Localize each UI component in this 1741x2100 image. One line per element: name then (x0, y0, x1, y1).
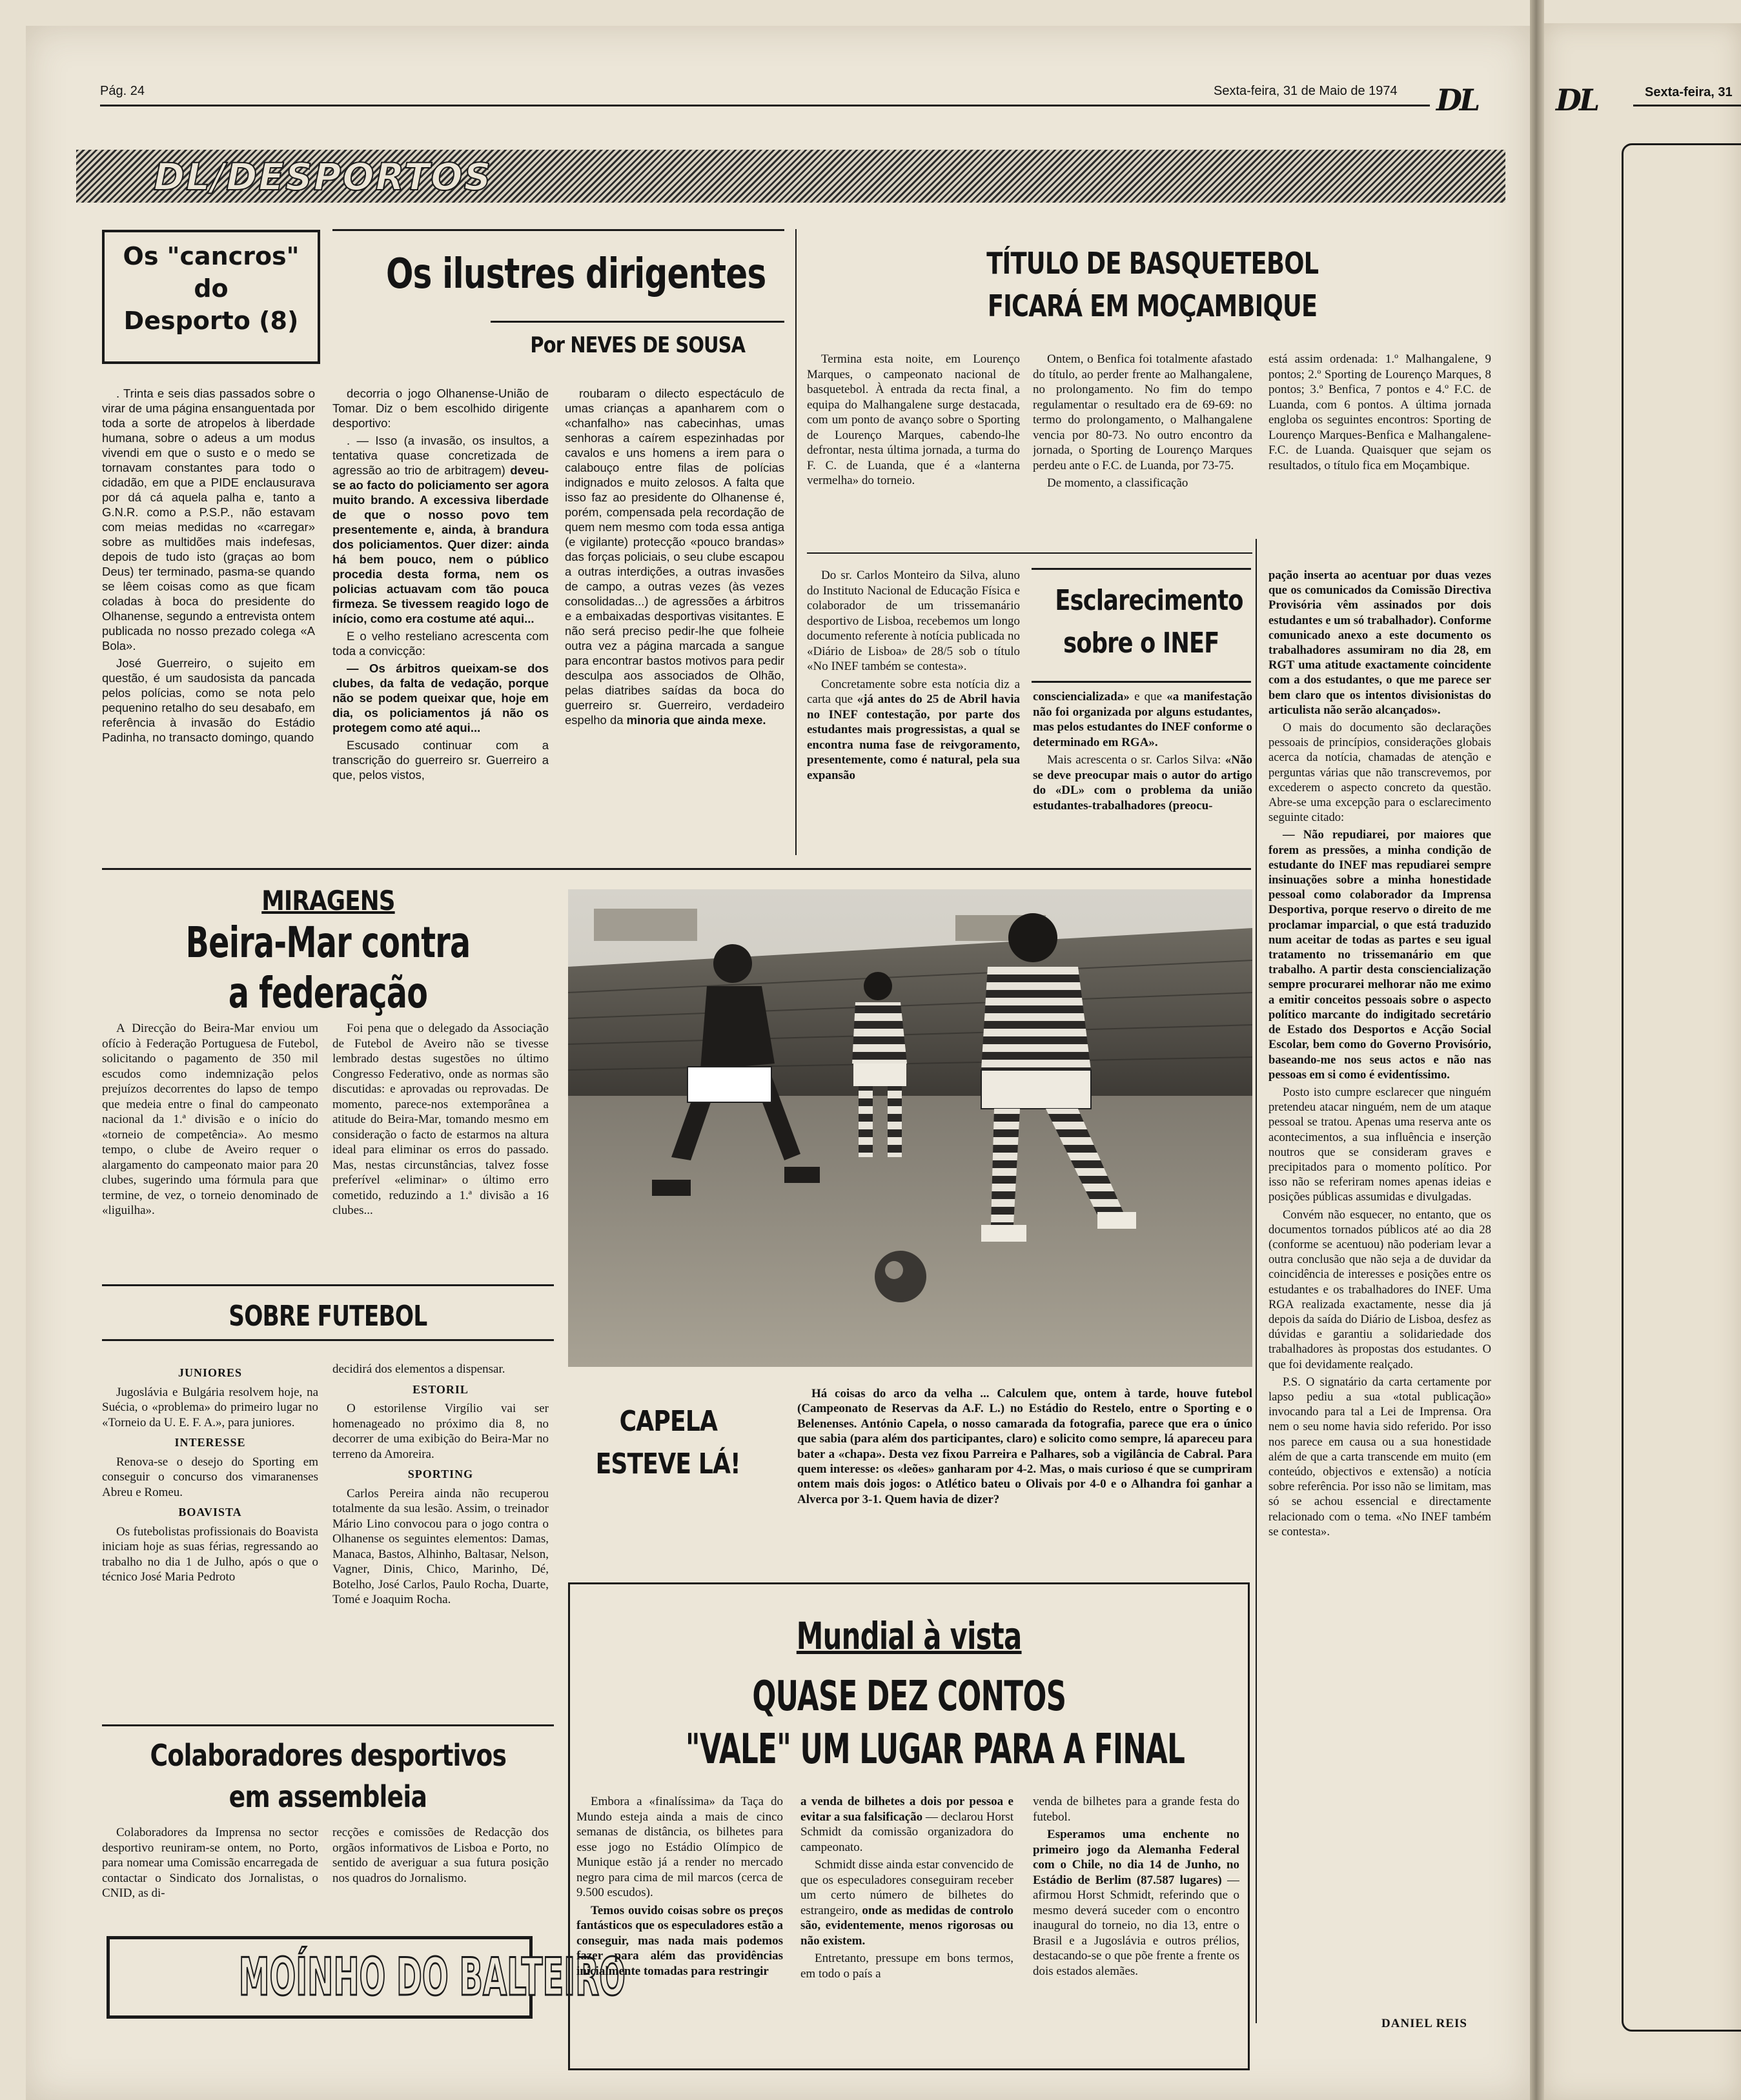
cancros-title-line1: Os "cancros" (123, 242, 300, 270)
mundial-p3 (800, 1794, 1013, 1855)
colaboradores-col1 (102, 1825, 318, 1928)
inef-p1: Do sr. Carlos Monteiro da Silva, aluno do Instituto Nacional de Educação Física e colaborador de um trissemanário desportivo de Lisboa, recebemos um longo documento referente à notícia publicada no «Diário de Lisboa» de 28/5 sob o título «No INEF também se contesta». (807, 569, 1020, 673)
dirigentes-p6-bold: — Os árbitros queixam-se dos clubes, da falta de vedação, porque não se podem queixar que, hoje em dia, os policiamentos já não os protegem como até aqui... (332, 661, 549, 734)
inef-p3-plain: e que (1134, 690, 1163, 703)
futebol-col2 (332, 1362, 549, 1749)
inef-p3-bold: consciencializada» (1033, 690, 1130, 703)
miragens-title-line2: a federação (228, 968, 428, 1018)
futebol-p2: Renova-se o desejo do Sporting em conseguir o concurso dos vimaranenses Abreu e Romeu. (102, 1455, 318, 1499)
futebol-p1: Jugoslávia e Bulgária resolvem hoje, na Suécia, o «problema» do primeiro lugar no «Torneio da U. E. F. A.», para juniores. (102, 1385, 318, 1429)
cancros-title-line2: do (194, 274, 229, 303)
next-page-header-rule (1633, 105, 1741, 106)
dirigentes-col3 (565, 386, 784, 851)
futebol-p4: decidirá dos elementos a dispensar. (332, 1362, 505, 1376)
dirigentes-byline-text: Por NEVES DE SOUSA (530, 332, 745, 358)
mundial-p3-plain: — declarou Horst Schmidt da comissão organizadora do campeonato. (800, 1810, 1013, 1854)
photo-caption-text (797, 1386, 1252, 1560)
inef-p2-bold: «já antes do 25 de Abril havia no INEF contestação, por parte dos estudantes mais progressistas, a qual se encontra numa fase de reivgoramento, presentemente, como é natural, pela sua expansão (807, 692, 1020, 782)
column-divider (795, 229, 797, 855)
futebol-col1 (102, 1360, 318, 1748)
inef-colA (807, 568, 1020, 862)
inef-p7-bold: — Não repudiarei, por maiores que forem as pressões, a minha condição de estudante do INEF mas repudiarei sempre insinuações sobre a minha honestidade pessoal como colaborador da Imprensa Desportiva, porque reservo o direito de me proclamar imparcial, o que está traduzido num aceitar de todas as partes e seu igual tratamento no trissemanário em que trabalho. A partir desta consciencialização sempre procurarei melhorar não me eximo a emitir conceitos pessoais sobre o aspecto político marcante do indigitado secretário de Estado dos Desportos e Acção Social Escolar, bem como do Governo Provisório, baseando-me nos seus actos e não nas pessoas em si como é evidentíssimo. (1268, 828, 1491, 1082)
mundial-kicker-text: Mundial à vista (796, 1614, 1022, 1658)
football-photo (568, 889, 1252, 1367)
inef-p3-bold2: «a manifestação não foi organizada por alguns estudantes, mas pelos estudantes do INEF conforme o determinado em RGA». (1033, 690, 1252, 749)
header-rule (100, 105, 1430, 106)
futebol-p5: O estorilense Virgílio vai ser homenageado no próximo dia 8, no decorrer de uma exibição do Beira-Mar no terreno da Amoreira. (332, 1402, 549, 1461)
dirigentes-p4-plain: . — Isso (a invasão, os insultos, a tentativa quase concretizada de agressão ao trio de arbitragem) (332, 434, 549, 477)
miragens-col1 (102, 1021, 318, 1279)
dirigentes-p5: E o velho resteliano acrescenta com toda a convicção: (332, 629, 549, 658)
basquete-col1 (807, 352, 1020, 539)
inef-p10: P.S. O signatário da carta certamente por lapso pediu a sua «total publicação» invocando para tal a Lei de Imprensa. Ora nem o seu nome havia sido referido. Por isso nos parece em causa ou a sua honestidade além de que a carta transcende em muito (em conteúdo, objectivos e extensão) a notícia sobre referência. Por isso não se limitam, mas só se achou essencial e directamente relacionado com o tema. «No INEF também se contesta». (1268, 1375, 1491, 1539)
mundial-p1: Embora a «finalíssima» da Taça do Mundo esteja ainda a mais de cinco semanas de distância, os bilhetes para esse jogo no Estádio Olímpico de Munique estão já a render no mercado negro para cima de mil marcos (cerca de 9.500 escudos). (576, 1795, 783, 1899)
miragens-kicker-text: MIRAGENS (261, 885, 395, 916)
dirigentes-p8-bold: minoria que ainda mexe. (626, 713, 766, 727)
moinho-text: MOÍNHO DO BALTEIRO (238, 1947, 626, 2007)
colaboradores-title-line1: Colaboradores desportivos (150, 1738, 506, 1773)
dirigentes-top-rule (332, 229, 784, 231)
byline-rule (491, 321, 784, 323)
colaboradores-title (102, 1735, 554, 1817)
dirigentes-p8 (565, 386, 784, 727)
dirigentes-col2 (332, 386, 549, 851)
mundial-p7-bold: Esperamos uma enchente no primeiro jogo da Alemanha Federal com o Chile, no dia 14 de Junho, no Estádio de Berlim (87.587 lugares) (1033, 1828, 1239, 1887)
colaboradores-col2 (332, 1825, 549, 1928)
page-date: Sexta-feira, 31 de Maio de 1974 (1214, 84, 1398, 98)
basquete-p1: Termina esta noite, em Lourenço Marques, o campeonato nacional de basquetebol. À entrada da recta final, a equipa do Malhangalene surge destacada, com um ponto de avanço sobre o Sporting de Lourenço Marques, cabendo-lhe defrontar, nesta última jornada, a turma do F. C. de Luanda, que é a «lanterna vermelha» do torneio. (807, 352, 1020, 487)
mundial-p6: venda de bilhetes para a grande festa do futebol. (1033, 1795, 1239, 1824)
middle-rule (102, 868, 1251, 870)
basquete-p4: está assim ordenada: 1.º Malhangalene, 9 pontos; 2.º Sporting de Lourenço Marques, 8 pontos; 3.º Benfica, 7 pontos e 4.º F.C. de Luanda, com 6 pontos. A última jornada engloba os seguintes encontros: Sporting de Lourenço Marques-Benfica e Malhangalene-F.C. de Luanda. Quaisquer que sejam os resultados, o título fica em Moçambique. (1268, 352, 1491, 472)
inef-divider (1256, 539, 1257, 2023)
mundial-p7-plain: — afirmou Horst Schmidt, referindo que o mesmo deverá suceder com o encontro inaugural do torneio, no dia 13, entre o Brasil e a Jugoslávia e outros prélios, destacando-se o que põe frente a frente os dois estados alemães. (1033, 1873, 1239, 1978)
futebol-h3: BOAVISTA (178, 1506, 242, 1519)
moinho-box (107, 1936, 626, 2019)
dirigentes-p7: Escusado continuar com a transcrição do guerreiro sr. Guerreiro a que, pelos vistos, (332, 738, 549, 782)
miragens-p1: A Direcção do Beira-Mar enviou um ofício à Federação Portuguesa de Futebol, solicitando o pagamento de 350 mil escudos como indemnização pelos prejuízos decorrentes do lapso de tempo que medeia entre o final do campeonato nacional da 1.ª divisão e o início do «torneio de competência». Ao mesmo tempo, o clube de Aveiro requer o alargamento do campeonato maior para 20 clubes, sugerindo uma fórmula para que termine, de vez, o torneio denominado de «liguilha». (102, 1022, 318, 1217)
inef-p5-bold: pação inserta ao acentuar por duas vezes que os comunicados da Comissão Directiva Provisória vêm assinados por dois estudantes e um só trabalhador). Conforme comunicado anexo a este documento os trabalhadores assumiram no dia 28, em RGT uma atitude exactamente coincidente com a dos estudantes, o que me parece ser bem claro que os intentos divisionistas do articulista não serão alcançados». (1268, 569, 1491, 717)
inef-p5 (1268, 568, 1491, 718)
dirigentes-byline (491, 329, 784, 361)
miragens-bottom-rule (102, 1284, 554, 1286)
basquete-title (807, 242, 1498, 327)
mundial-col3 (1033, 1794, 1239, 2057)
inef-p6: O mais do documento são declarações pessoais de princípios, considerações globais acerca da notícia, chamadas de atenção e perguntas várias que não transcrevemos, por excederem o aspecto concreto da questão. Abre-se uma excepção para o esclarecimento seguinte citado: (1268, 721, 1491, 825)
inef-p9: Convém não esquecer, no entanto, que os documentos tornados públicos até ao dia 28 (conforme se acentuou) não poderiam levar a outra conclusão que não seja a de duvidar da coincidência de interesses e posições entre os estudantes e os trabalhadores do INEF. Uma RGA realizada exactamente, nesse dia já depois da saída do Diário de Lisboa, desfez as dúvidas e garantiu a solidariedade dos trabalhadores às propostas dos estudantes. O que foi devidamente realçado. (1268, 1207, 1491, 1371)
basquete-title-line2: FICARÁ EM MOÇAMBIQUE (987, 288, 1318, 323)
basquete-p3: De momento, a classificação (1047, 476, 1188, 490)
inef-p4 (1033, 752, 1252, 813)
dirigentes-p6 (332, 661, 549, 735)
basquete-col2 (1033, 352, 1252, 539)
basquete-title-line1: TÍTULO DE BASQUETEBOL (986, 246, 1319, 281)
inef-colB (1033, 689, 1252, 863)
football-photo-image (568, 889, 1252, 1367)
futebol-bottom-rule (102, 1724, 554, 1726)
inef-p7 (1268, 827, 1491, 1082)
inef-signature: DANIEL REIS (1381, 2017, 1467, 2030)
mundial-p2 (576, 1903, 783, 1979)
inef-p4-bold: «Não se deve preocupar mais o autor do artigo do «DL» com o problema da união estudantes-trabalhadores (preocu- (1033, 753, 1252, 813)
miragens-kicker (102, 885, 554, 916)
miragens-p2: Foi pena que o delegado da Associação de Futebol de Aveiro não se tivesse lembrado destas sugestões no último Congresso Federativo, onde as normas são discutidas: e aprovadas ou reprovadas. De momento, parece-nos extemporânea a atitude do Beira-Mar, tomando mesmo em consideração o facto de estarmos na altura ideal para eliminar os erros do passado. Mas, nestas circunstâncias, talvez fosse preferível «eliminar» o último erro cometido, reduzindo a 1.ª divisão a 16 clubes... (332, 1022, 549, 1217)
next-page-logo: DL (1556, 83, 1598, 117)
futebol-h1: JUNIORES (178, 1366, 243, 1379)
futebol-title-text: SOBRE FUTEBOL (229, 1300, 427, 1333)
inef-title-rule-bottom (1032, 681, 1251, 683)
miragens-col2 (332, 1021, 549, 1279)
dirigentes-title (332, 245, 784, 303)
mundial-kicker (568, 1613, 1250, 1659)
mundial-p7 (1033, 1827, 1239, 1979)
mundial-p3-bold: a venda de bilhetes a dois por pessoa e evitar a sua falsificação (800, 1795, 1013, 1824)
next-page-date: Sexta-feira, 31 (1645, 85, 1733, 99)
basquete-col3 (1268, 352, 1491, 539)
mundial-title-line2: "VALE" UM LUGAR PARA A FINAL (685, 1726, 1185, 1773)
dirigentes-p3: decorria o jogo Olhanense-União de Tomar. Diz o bem escolhido dirigente desportivo: (332, 387, 549, 430)
inef-title (1032, 580, 1251, 665)
mundial-col1 (576, 1794, 783, 2057)
inef-p3 (1033, 689, 1252, 750)
inef-p4-plain: Mais acrescenta o sr. Carlos Silva: (1047, 753, 1221, 767)
mundial-p4-bold: onde as medidas de controlo são, evidentemente, menos rigorosas ou não existem. (800, 1903, 1013, 1948)
photo-caption-p: Há coisas do arco da velha ... Calculem que, ontem à tarde, houve futebol (Campeonato de Reservas da A.F. L.) no Estádio do Restelo, entre o Sporting e o Belenenses. António Capela, o nosso camarada da fotografia, parece que era o único que sabia (para além dos participantes, claro) e solicito como sempre, lá apareceu para bater a «chapa». Desta vez fixou Parreira e Palhares, sob a vigilância de Cabral. Para quem interesse: os «leões» ganharam por 4-2. Mas, o mais curioso é que se cumpriram ontem mais dois jogos: o Atlético bateu o Olivais por 4-0 e o Alhandra foi ganhar a Alverca por 3-1. Quem havia de dizer? (797, 1387, 1252, 1506)
dirigentes-title-text: Os ilustres dirigentes (385, 250, 766, 298)
mundial-title-line1: QUASE DEZ CONTOS (752, 1673, 1066, 1721)
mundial-p4-plain: Schmidt disse ainda estar convencido de que os especuladores conseguiram receber um certo número de bilhetes do estrangeiro, (800, 1858, 1013, 1917)
mundial-p5: Entretanto, pressupe em bons termos, em todo o país a (800, 1952, 1013, 1981)
photo-caption-title (568, 1400, 768, 1486)
futebol-h2: INTERESSE (174, 1436, 246, 1449)
mundial-p2-bold: Temos ouvido coisas sobre os preços fantásticos que os especuladores estão a conseguir, mas nada mais podemos fazer para além das providências inicialmente tomadas para restringir (576, 1903, 783, 1978)
futebol-title-rule (102, 1339, 554, 1341)
miragens-title (102, 918, 554, 1018)
photo-caption-line2: ESTEVE LÁ! (595, 1448, 741, 1480)
next-page-frame (1622, 143, 1741, 2032)
dirigentes-col1 (102, 386, 315, 851)
mundial-p4 (800, 1857, 1013, 1948)
futebol-p3: Os futebolistas profissionais do Boavista iniciam hoje as suas férias, regressando ao trabalho no dia 1 de Julho, após o que o técnico José Maria Pedroto (102, 1524, 318, 1584)
newspaper-logo: DL (1436, 83, 1478, 117)
inef-p2-plain: Concretamente sobre esta notícia diz a carta que (807, 677, 1020, 706)
cancros-box (102, 230, 320, 364)
mundial-title (568, 1670, 1250, 1776)
section-banner-title: DL/DESPORTOS (154, 155, 493, 199)
futebol-p6: Carlos Pereira ainda não recuperou totalmente da sua lesão. Assim, o treinador Mário Lino convocou para o jogo contra o Olhanense os seguintes elementos: Damas, Manaca, Bastos, Alhinho, Baltasar, Nelson, Vagner, Dinis, Chico, Marinho, Dé, Botelho, José Carlos, Paulo Rocha, Duarte, Tomé e Joaquim Rocha. (332, 1486, 549, 1606)
page-number: Pág. 24 (100, 84, 145, 98)
futebol-title (102, 1297, 554, 1336)
inef-p8: Posto isto cumpre esclarecer que ninguém pretendeu atacar ninguém, nem de um ataque pessoal se tratou. Apenas uma reserva ante os acontecimentos, a sua influência e inserção noutros que se consideram graves e precipitados para o momento político. Por isso não se referiram nomes apenas ideias e posições públicas assumidas e divulgadas. (1268, 1085, 1491, 1204)
basquete-p2: Ontem, o Benfica foi totalmente afastado do título, ao perder frente ao Malhangalene, no prolongamento. No fim do tempo regulamentar o resultado era de 69-69: no termo do prolongamento, o Malhangalene vencia por 80-73. No outro encontro da jornada, o Sporting de Lourenço Marques perdeu ante o F.C. de Luanda, por 73-75. (1033, 352, 1252, 472)
colaboradores-p1: Colaboradores da Imprensa no sector desportivo reuniram-se ontem, no Porto, para nomear uma Comissão encarregada de contactar o Sindicato dos Jornalistas, o CNID, as di- (102, 1826, 318, 1900)
mundial-col2 (800, 1794, 1013, 2057)
miragens-title-line1: Beira-Mar contra (185, 918, 471, 967)
dirigentes-p4-bold: deveu-se ao facto do policiamento ser agora muito brando. A excessiva liberdade de que o nosso povo tem presentemente e, ainda, à brandura dos policiamentos. Quer dizer: ainda há bem pouco, nem o público procedia desta forma, nem os policias actuavam com tão pouca firmeza. Se tivessem reagido logo de início, como era costume até aqui... (332, 463, 549, 625)
dirigentes-p1: . Trinta e seis dias passados sobre o virar de uma página ensanguentada por toda a sorte de atropelos à liberdade humana, sobre o adeus a um modus vivendi em que o susto e o medo se tornavam constantes para todo o cidadão, em que a PIDE enclausurava por dá cá aquela palha e, tanto a G.N.R. como a P.S.P., não estavam com meias medidas no «carregar» sobre as multidões mais indefesas, depois de tudo isto (graças ao bom Deus) ter terminado, pasma-se quando se lêem coisas como as que ficam coladas à boca do presidente do Olhanense, segundo a entrevista ontem publicada no nosso prezado colega «A Bola». (102, 387, 315, 652)
dirigentes-p4 (332, 433, 549, 626)
photo-caption-line1: CAPELA (619, 1405, 717, 1438)
inef-title-rule-top (1032, 568, 1251, 570)
basquete-bottom-rule (807, 552, 1252, 554)
dirigentes-p2: José Guerreiro, o sujeito em questão, é um saudosista da pancada pelos polícias, como se nota pelo pequenino retalho do seu desabafo, em referência à invasão do Estádio Padinha, no transacto domingo, quando (102, 656, 315, 744)
cancros-title-line3: Desporto (8) (123, 307, 299, 335)
inef-colC (1268, 568, 1491, 1988)
inef-p2 (807, 677, 1020, 783)
colaboradores-p2: recções e comissões de Redacção dos orgãos informativos de Lisboa e Porto, no sentido de averiguar a sua futura posição nos quadros do Jornalismo. (332, 1826, 549, 1885)
page-gutter (1530, 0, 1544, 2100)
inef-title-line2: sobre o INEF (1063, 627, 1219, 660)
colaboradores-title-line2: em assembleia (229, 1779, 427, 1814)
inef-title-line1: Esclarecimento (1055, 584, 1243, 617)
dirigentes-p8-plain: roubaram o dilecto espectáculo de umas crianças a apanharem com o «chanfalho» nas cabecinhas, umas senhoras a caírem espezinhadas por cavalos e uns homens a irem para o calabouço entre filas de polícias indignados e muito zelosos. A falta que isso faz ao presidente do Olhanense é, porém, compensada pela recordação de quem nem mesmo com toda essa antiga (e vigilante) protecção «pouco brandas» das forças policiais, o seu clube escapou a outras interdições, a outras invasões de campo, a outras vezes (às vezes consolidadas...) de agressões a árbitros e a embaixadas desportivas visitantes. E não será preciso pedir-lhe que folheie outra vez a página marcada a sangue para encontrar bastos motivos para pedir desculpa aos associados de Olhão, pelas diatribes saídas da boca do guerreiro sr. Guerreiro, verdadeiro espelho da (565, 387, 784, 727)
futebol-h4: ESTORIL (412, 1382, 469, 1396)
futebol-h5: SPORTING (407, 1468, 474, 1480)
